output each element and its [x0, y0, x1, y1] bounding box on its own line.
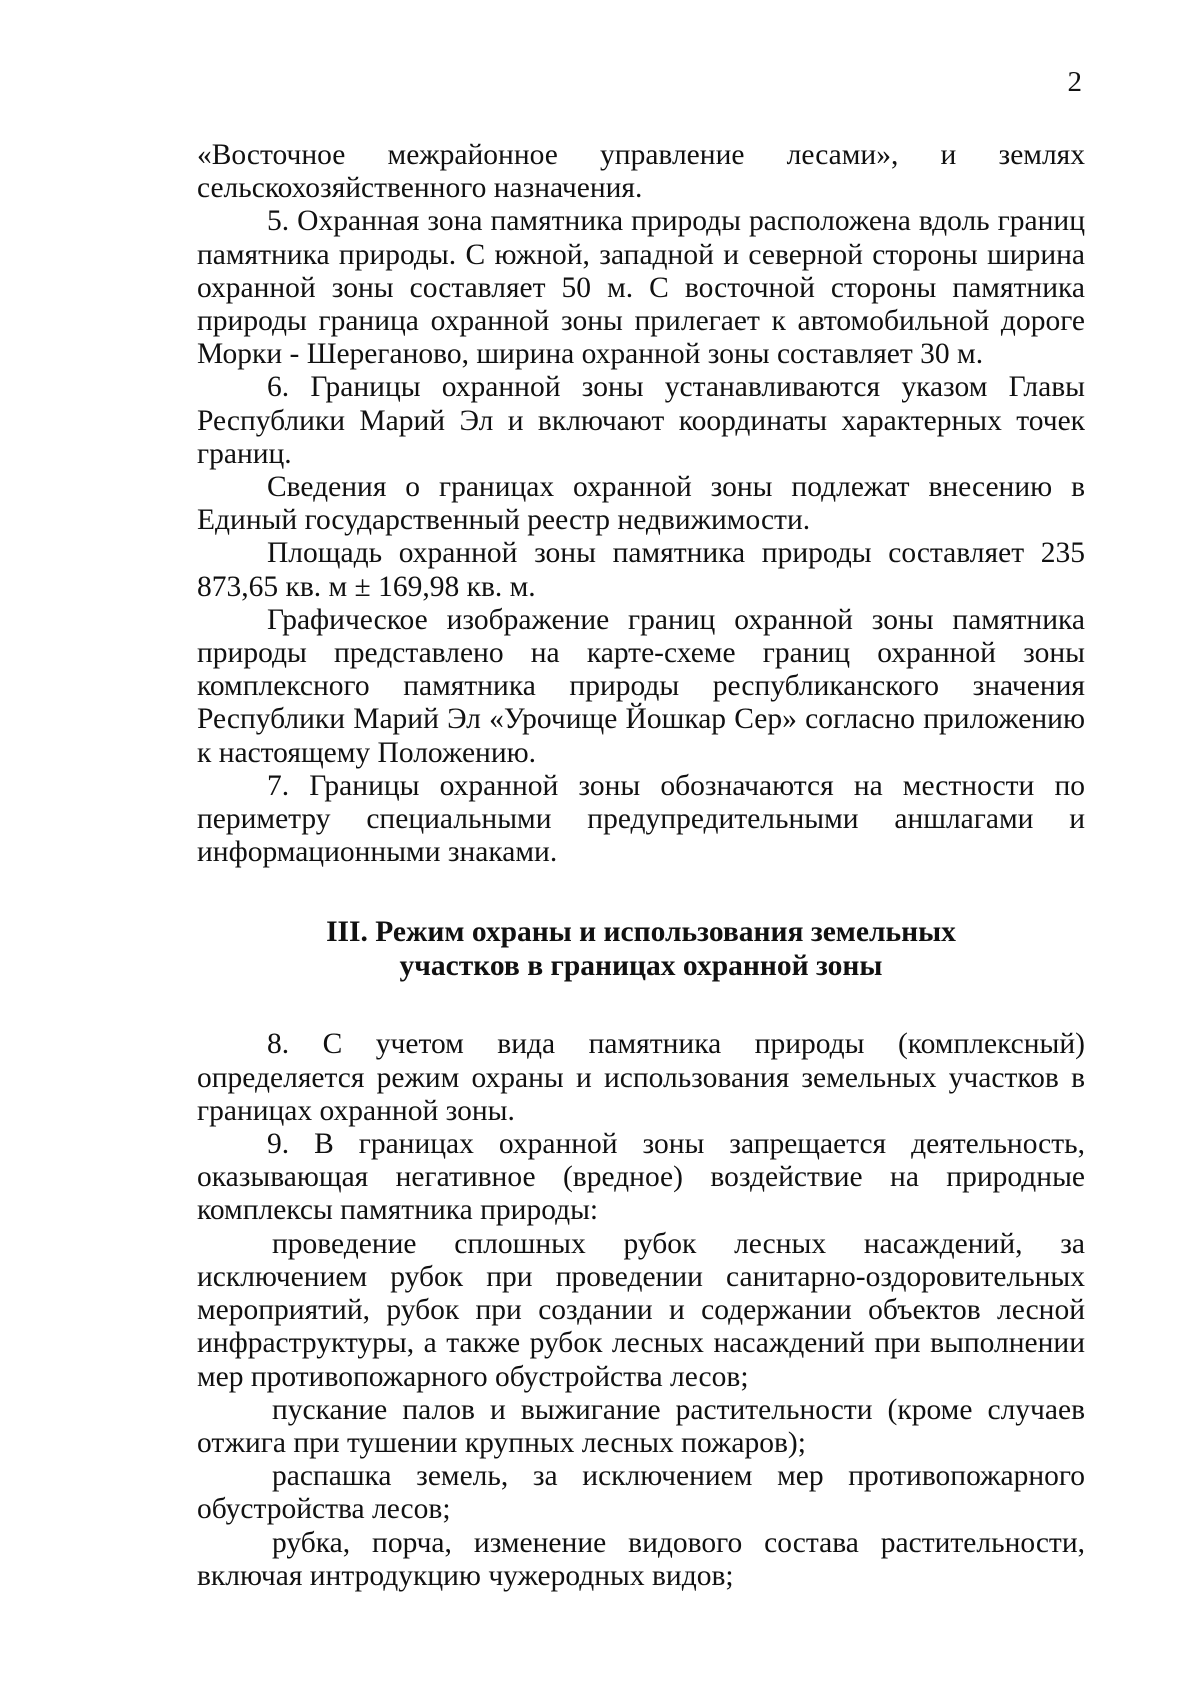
paragraph-area: Площадь охранной зоны памятника природы составляет 235 873,65 кв. м ± 169,98 кв. м. — [197, 537, 1085, 603]
paragraph-item-8: 8. С учетом вида памятника природы (комплексный) определяется режим охраны и использования земельных участков в границах охранной зоны. — [197, 1028, 1085, 1127]
paragraph-item-7: 7. Границы охранной зоны обозначаются на местности по периметру специальными предупредительными аншлагами и информационными знаками. — [197, 769, 1085, 869]
document-body — [197, 139, 1085, 1593]
paragraph-item-9: 9. В границах охранной зоны запрещается деятельность, оказывающая негативное (вредное) воздействие на природные комплексы памятника природы: — [197, 1128, 1085, 1227]
list-item-burning: пускание палов и выжигание растительности (кроме случаев отжига при тушении крупных лесных пожаров); — [197, 1393, 1085, 1459]
section-heading-line-1: III. Режим охраны и использования земельных — [326, 916, 956, 949]
list-item-clear-cutting: проведение сплошных рубок лесных насаждений, за исключением рубок при проведении санитарно-оздоровительных мероприятий, рубок при создании и содержании объектов лесной инфраструктуры, а также рубок лесных насаждений при выполнении мер противопожарного обустройства лесов; — [197, 1227, 1085, 1393]
paragraph-continuation: «Восточное межрайонное управление лесами», и землях сельскохозяйственного назначения. — [197, 139, 1085, 205]
page-number: 2 — [1067, 66, 1082, 98]
section-heading-line-2: участков в границах охранной зоны — [399, 950, 883, 983]
section-heading — [197, 915, 1085, 983]
paragraph-item-5: 5. Охранная зона памятника природы расположена вдоль границ памятника природы. С южной, западной и северной стороны ширина охранной зоны составляет 50 м. С восточной стороны памятника природы граница охранной зоны прилегает к автомобильной дороге Морки - Шереганово, ширина охранной зоны составляет 30 м. — [197, 205, 1085, 371]
list-item-plowing: распашка земель, за исключением мер противопожарного обустройства лесов; — [197, 1460, 1085, 1526]
paragraph-graphic-image: Графическое изображение границ охранной зоны памятника природы представлено на карте-схеме границ охранной зоны комплексного памятника природы республиканского значения Республики Марий Эл «Урочище Йошкар Сер» согласно приложению к настоящему Положению. — [197, 603, 1085, 769]
paragraph-item-6: 6. Границы охранной зоны устанавливаются указом Главы Республики Марий Эл и включают координаты характерных точек границ. — [197, 371, 1085, 470]
list-item-vegetation-damage: рубка, порча, изменение видового состава растительности, включая интродукцию чужеродных видов; — [197, 1526, 1085, 1592]
paragraph-registry-info: Сведения о границах охранной зоны подлежат внесению в Единый государственный реестр недвижимости. — [197, 471, 1085, 537]
